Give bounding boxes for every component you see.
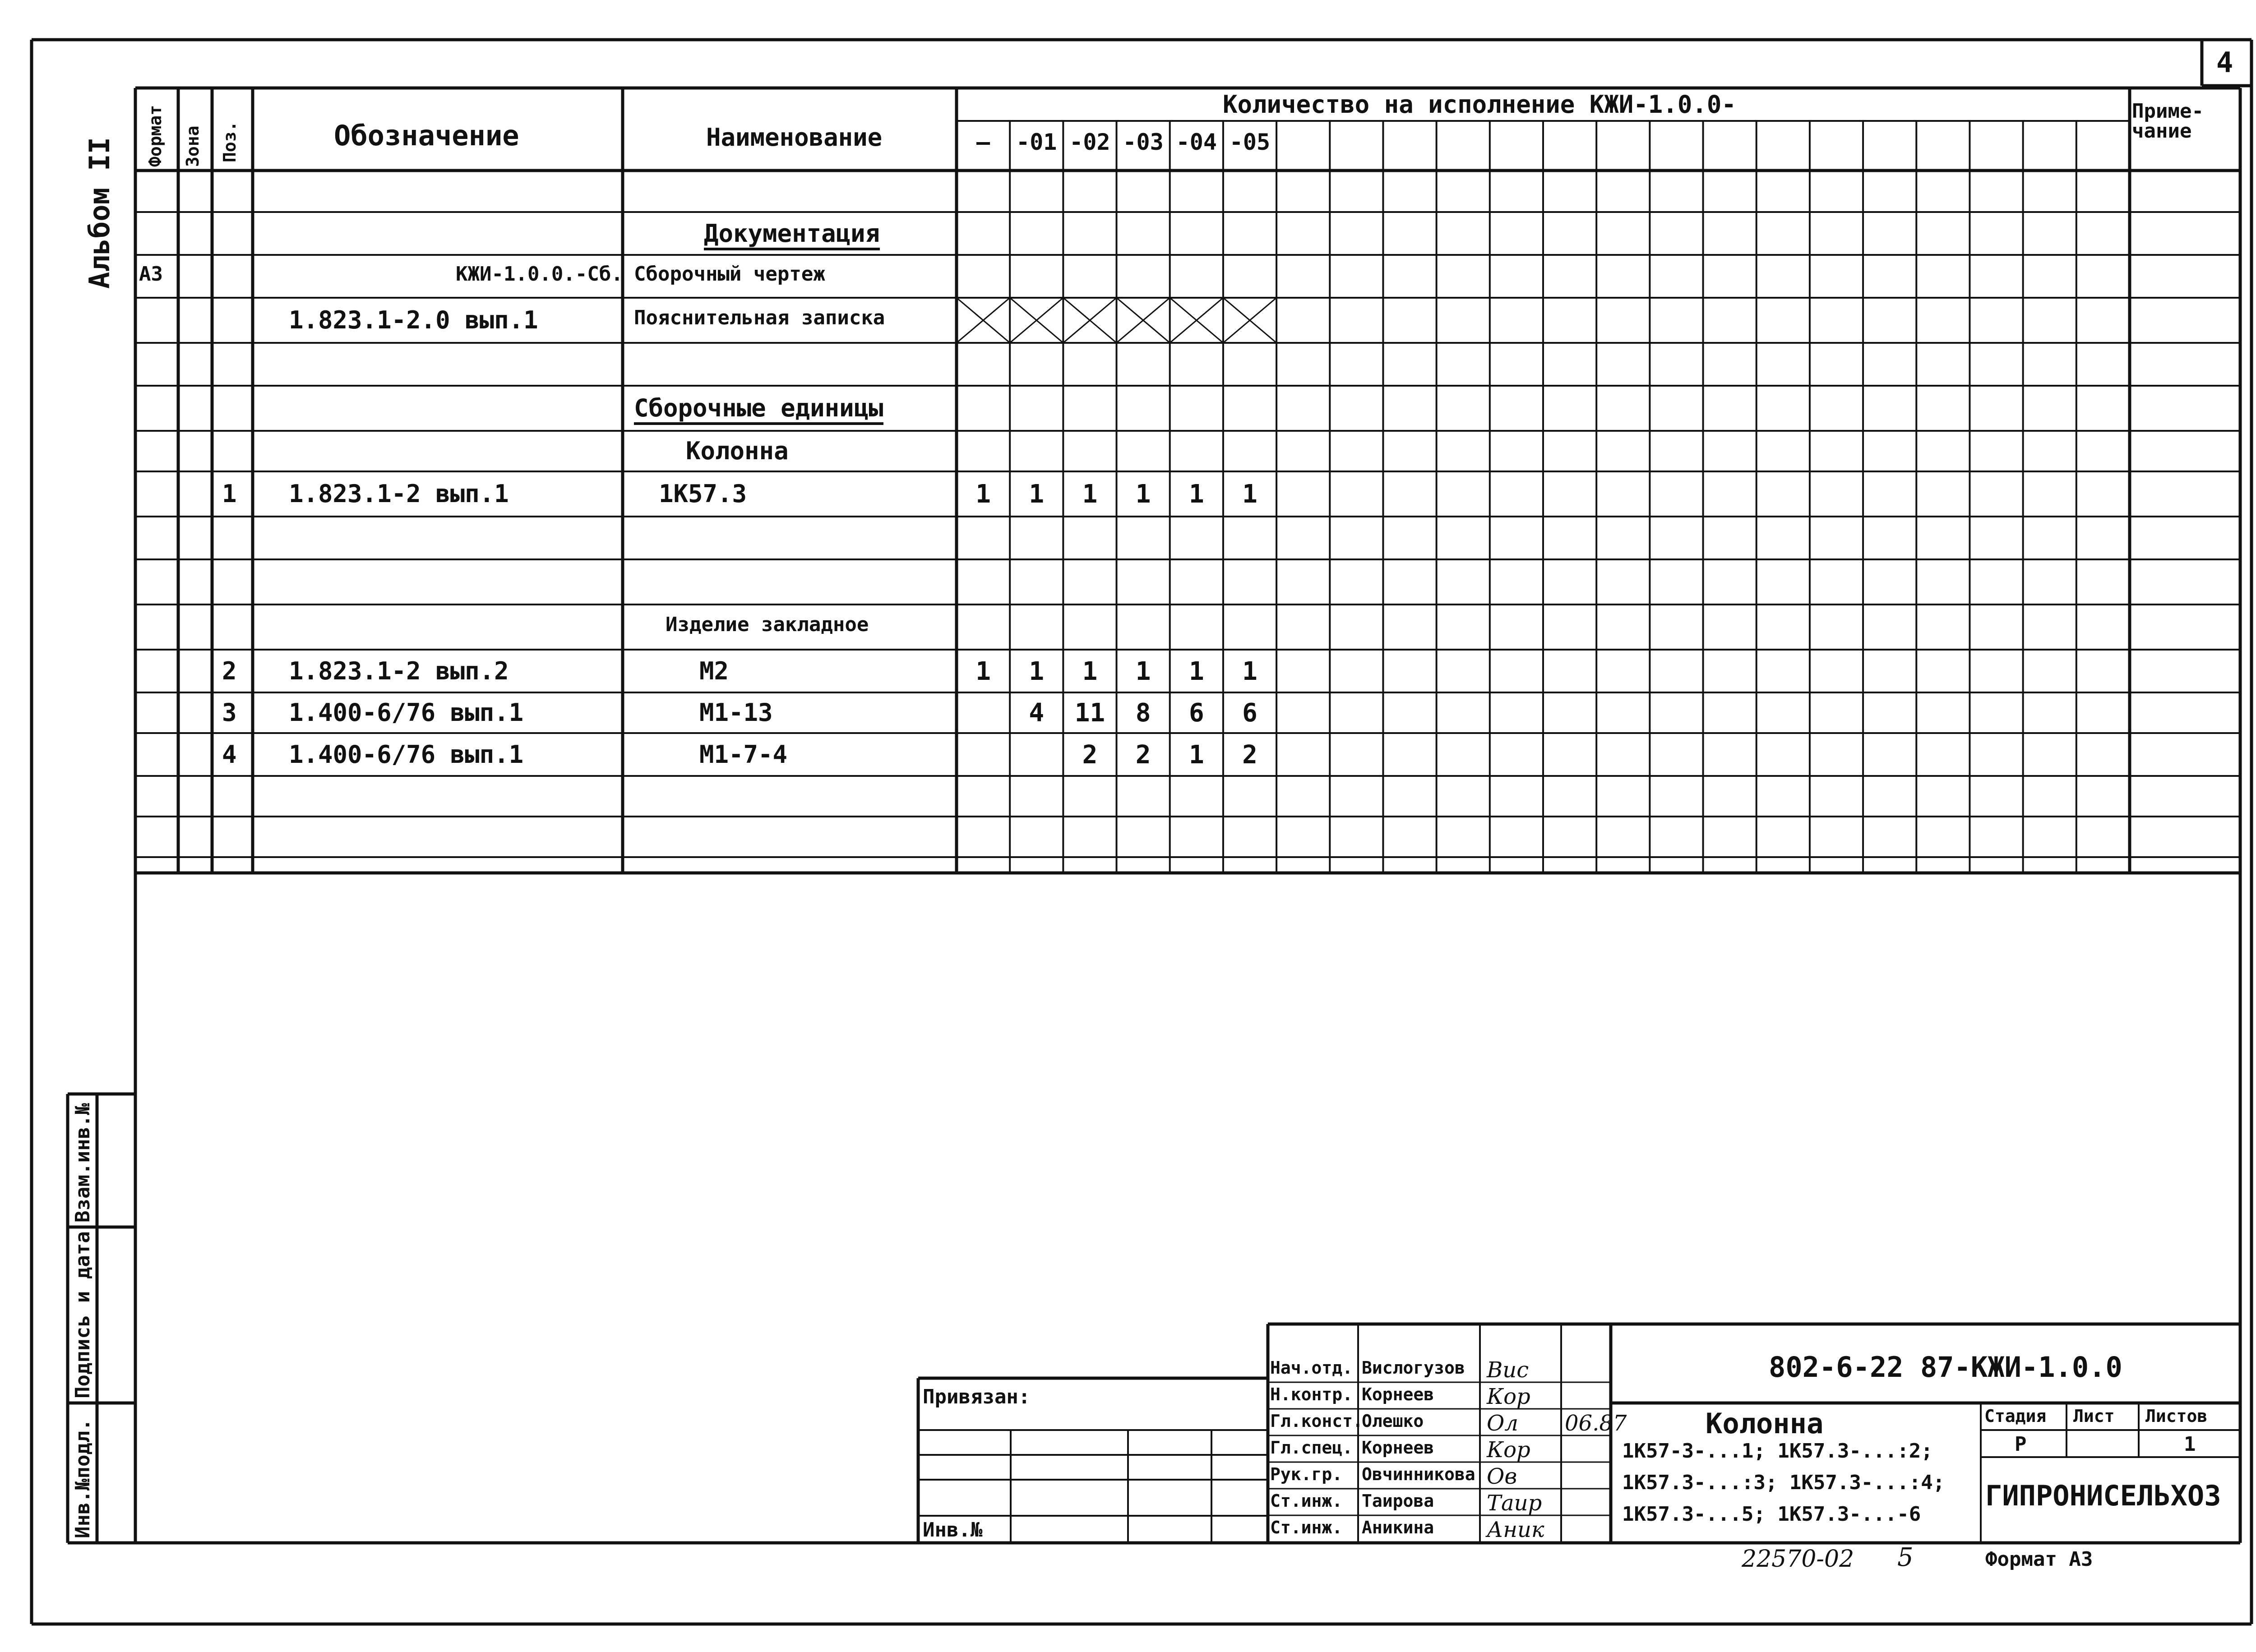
row-designation: 1.400-6/76 вып.1 [289, 740, 524, 769]
header-name: Наименование [706, 123, 883, 152]
signature-role: Рук.гр. [1270, 1464, 1343, 1484]
organization: ГИПРОНИСЕЛЬХОЗ [1985, 1479, 2221, 1512]
row-name: Пояснительная записка [634, 306, 885, 329]
side-stamp-swap-label: Взам.инв.№ [71, 1103, 94, 1223]
row-name: М1-7-4 [699, 740, 788, 769]
format-label: Формат А3 [1985, 1548, 2093, 1571]
variant-header: -03 [1123, 129, 1164, 155]
signature-mark: Вис [1487, 1357, 1529, 1383]
variants-line-2: 1К57.3-...:3; 1К57.3-...:4; [1622, 1471, 1945, 1494]
signature-mark: Кор [1487, 1384, 1530, 1409]
row-name: Сборочные единицы [634, 396, 883, 425]
album-label: Альбом II [83, 137, 116, 289]
row-quantity: 2 [1082, 740, 1098, 770]
variant-header: -01 [1016, 129, 1057, 155]
row-quantity: 1 [1082, 656, 1098, 686]
row-quantity: 8 [1135, 698, 1151, 728]
row-designation: КЖИ-1.0.0.-Сб. [456, 262, 623, 286]
signature-name: Таирова [1362, 1491, 1434, 1511]
row-quantity: 1 [1029, 480, 1045, 509]
row-quantity: 1 [1082, 480, 1098, 509]
variant-header: – [976, 129, 990, 155]
row-position: 4 [222, 740, 237, 769]
row-quantity: 1 [1135, 656, 1151, 686]
signature-mark: Аник [1487, 1517, 1544, 1542]
variant-header: -04 [1176, 129, 1217, 155]
row-designation: 1.400-6/76 вып.1 [289, 698, 524, 727]
header-zone: Зона [183, 125, 203, 167]
row-name: Документация [704, 221, 880, 250]
header-pos: Поз. [220, 121, 240, 162]
row-quantity: 6 [1188, 698, 1204, 728]
row-name: 1К57.3 [659, 480, 747, 508]
header-designation: Обозначение [334, 119, 519, 152]
binding-label: Привязан: [923, 1385, 1031, 1408]
signature-name: Корнеев [1362, 1438, 1434, 1458]
row-quantity: 1 [1188, 480, 1204, 509]
document-title: Колонна [1706, 1407, 1824, 1440]
variants-line-1: 1К57-3-...1; 1К57.3-...:2; [1622, 1440, 1933, 1463]
row-position: 2 [222, 656, 237, 685]
row-name: М1-13 [699, 698, 773, 727]
sheet-label: Лист [2073, 1406, 2115, 1426]
header-quantity: Количество на исполнение КЖИ-1.0.0- [1223, 90, 1736, 119]
variant-header: -05 [1229, 129, 1271, 155]
signature-name: Вислогузов [1362, 1358, 1465, 1378]
row-name: Колонна [686, 437, 789, 465]
row-position: 1 [222, 480, 237, 508]
row-quantity: 1 [1029, 656, 1045, 686]
inventory-number: 22570-02 [1742, 1546, 1854, 1573]
row-designation: 1.823.1-2.0 вып.1 [289, 306, 538, 334]
row-quantity: 1 [975, 480, 991, 509]
row-format: А3 [139, 262, 163, 286]
stage-label: Стадия [1984, 1406, 2047, 1426]
signature-role: Гл.спец. [1270, 1438, 1353, 1458]
side-stamp-inv-label: Инв.№подл. [71, 1419, 94, 1538]
row-name: М2 [699, 656, 729, 685]
signature-role: Ст.инж. [1270, 1491, 1343, 1511]
row-quantity: 4 [1029, 698, 1045, 728]
row-name: Сборочный чертеж [634, 262, 825, 286]
row-name: Изделие закладное [666, 613, 869, 636]
sheets-label: Листов [2145, 1406, 2208, 1426]
row-designation: 1.823.1-2 вып.1 [289, 480, 509, 508]
row-designation: 1.823.1-2 вып.2 [289, 656, 509, 685]
signature-name: Олешко [1362, 1411, 1424, 1431]
signature-role: Н.контр. [1270, 1384, 1353, 1404]
row-quantity: 1 [1188, 656, 1204, 686]
signature-date: 06.87 [1565, 1411, 1627, 1436]
sheet-number: 4 [2216, 46, 2233, 79]
signature-role: Ст.инж. [1270, 1518, 1343, 1537]
page-number: 5 [1897, 1543, 1914, 1572]
signature-role: Нач.отд. [1270, 1358, 1353, 1378]
signature-name: Овчинникова [1362, 1464, 1475, 1484]
row-quantity: 2 [1242, 740, 1257, 770]
document-code: 802-6-22 87-КЖИ-1.0.0 [1769, 1351, 2122, 1384]
row-quantity: 6 [1242, 698, 1257, 728]
signature-mark: Ол [1487, 1411, 1518, 1436]
row-quantity: 1 [1135, 480, 1151, 509]
signature-mark: Таир [1487, 1490, 1542, 1516]
header-format: Формат [145, 105, 165, 167]
row-quantity: 1 [1242, 480, 1257, 509]
row-quantity: 2 [1135, 740, 1151, 770]
row-quantity: 1 [975, 656, 991, 686]
signature-mark: Кор [1487, 1437, 1530, 1463]
row-position: 3 [222, 698, 237, 727]
variant-header: -02 [1069, 129, 1110, 155]
signature-name: Аникина [1362, 1518, 1434, 1537]
header-note: Приме-чание [2132, 100, 2204, 143]
signature-mark: Ов [1487, 1464, 1517, 1489]
binding-inv-label: Инв.№ [923, 1518, 983, 1541]
stage-value: Р [2015, 1433, 2027, 1456]
signature-role: Гл.конст. [1270, 1411, 1363, 1431]
sheets-value: 1 [2184, 1433, 2196, 1456]
variants-line-3: 1К57.3-...5; 1К57.3-...-6 [1622, 1503, 1921, 1526]
row-quantity: 1 [1242, 656, 1257, 686]
row-quantity: 1 [1188, 740, 1204, 770]
row-quantity: 11 [1074, 698, 1105, 728]
side-stamp-sign-label: Подпись и дата [71, 1231, 94, 1398]
signature-name: Корнеев [1362, 1384, 1434, 1404]
